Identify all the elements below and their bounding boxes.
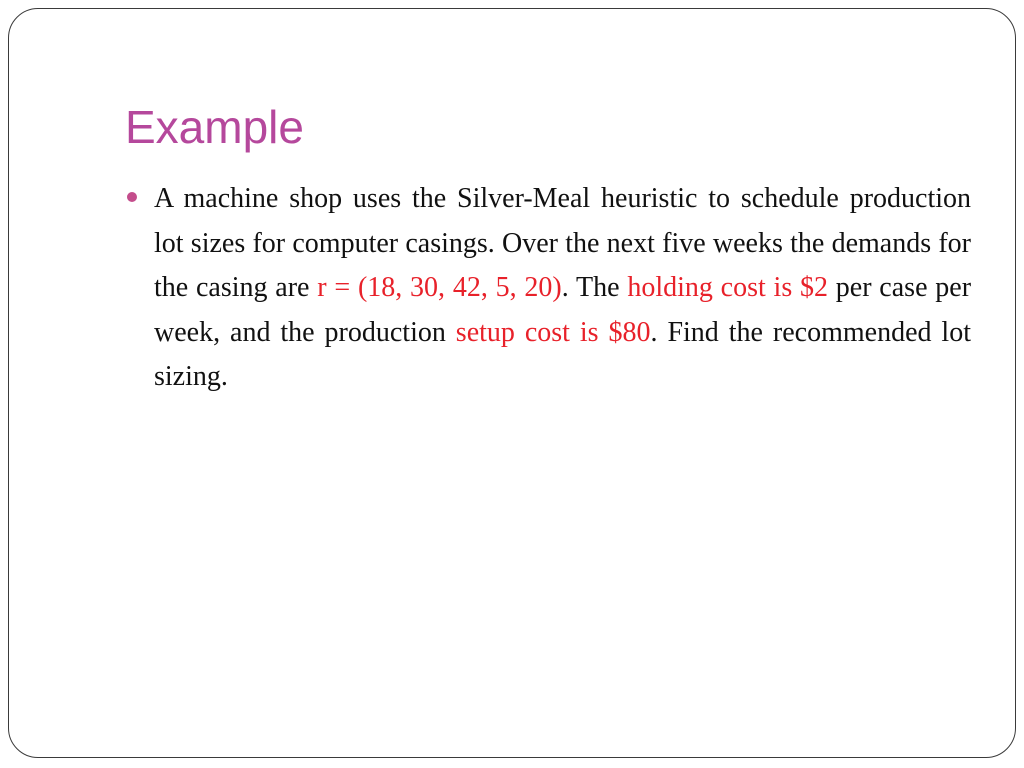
bullet-dot-icon	[127, 192, 137, 202]
bullet-item	[154, 177, 971, 400]
problem-text-question: . Find the recommended lot sizing.	[154, 316, 971, 392]
slide-frame	[8, 8, 1016, 758]
slide-title: Example	[125, 101, 304, 153]
bullet-list	[154, 177, 971, 400]
problem-text-the: . The	[561, 272, 628, 303]
problem-text-intro: A machine shop uses the Silver-Meal heuristic to schedule production lot sizes for computer casings. Over the next five weeks the demands for the casing are	[154, 183, 971, 303]
holding-cost: holding cost is $2	[627, 272, 828, 303]
demand-vector: r = (18, 30, 42, 5, 20)	[317, 272, 562, 303]
problem-text-per-case: per case per week, and the production	[154, 272, 972, 348]
setup-cost: setup cost is $80	[455, 316, 651, 348]
